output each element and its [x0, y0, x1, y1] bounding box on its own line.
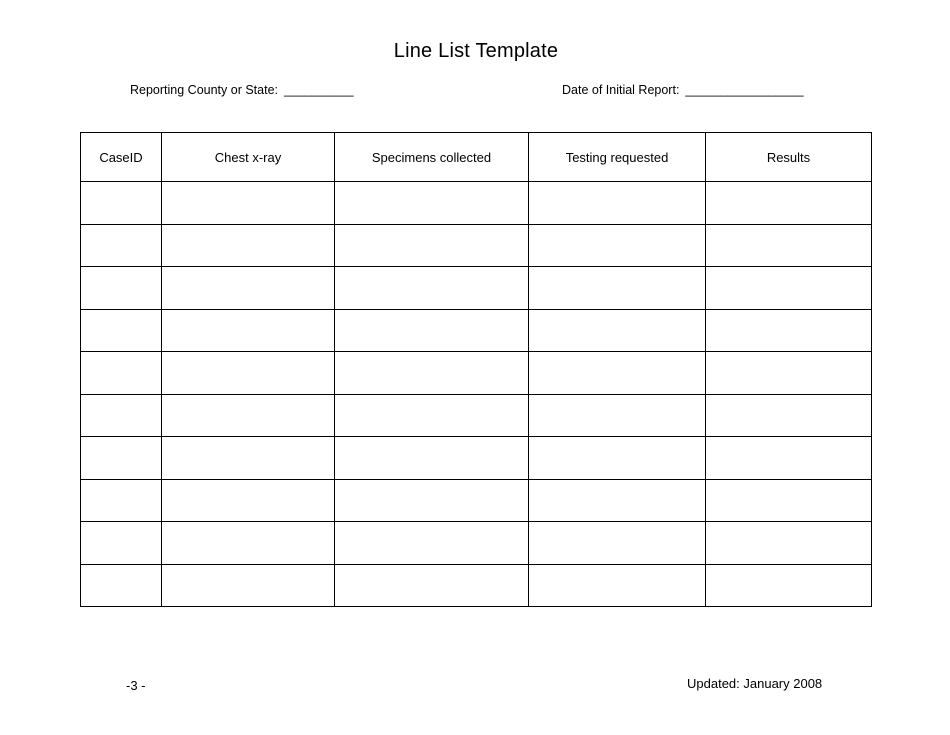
page-title: Line List Template	[393, 40, 559, 62]
table-cell	[706, 437, 872, 480]
table-cell	[335, 352, 529, 395]
initial-report-date-label: Date of Initial Report:	[562, 83, 680, 97]
table-cell	[81, 352, 162, 395]
table-cell	[706, 394, 872, 437]
table-cell	[81, 309, 162, 352]
table-cell	[706, 224, 872, 267]
table-row	[81, 394, 872, 437]
table-cell	[81, 394, 162, 437]
table-cell	[81, 224, 162, 267]
table-cell	[529, 224, 706, 267]
table-cell	[706, 522, 872, 565]
table-cell	[162, 182, 335, 225]
table-row	[81, 479, 872, 522]
table-cell	[162, 479, 335, 522]
table-cell	[81, 564, 162, 607]
table-cell	[529, 352, 706, 395]
table-cell	[162, 309, 335, 352]
table-cell	[335, 309, 529, 352]
column-header-testing-requested: Testing requested	[529, 133, 706, 182]
table-cell	[335, 564, 529, 607]
table-cell	[529, 437, 706, 480]
column-header-chest-xray: Chest x-ray	[162, 133, 335, 182]
table-cell	[162, 267, 335, 310]
table-row	[81, 182, 872, 225]
table-header-row	[81, 133, 872, 182]
table-row	[81, 224, 872, 267]
line-list-table	[80, 132, 872, 607]
table-cell	[529, 309, 706, 352]
reporting-county-label: Reporting County or State:	[130, 83, 278, 97]
table-cell	[81, 182, 162, 225]
table-cell	[706, 352, 872, 395]
table-cell	[162, 224, 335, 267]
table-body	[81, 182, 872, 607]
table-cell	[529, 394, 706, 437]
reporting-county-field	[130, 83, 354, 97]
table-cell	[162, 564, 335, 607]
table-cell	[162, 394, 335, 437]
table-row	[81, 437, 872, 480]
table-cell	[706, 182, 872, 225]
table-cell	[529, 479, 706, 522]
table-cell	[335, 182, 529, 225]
table-cell	[706, 309, 872, 352]
table-cell	[162, 522, 335, 565]
table-row	[81, 352, 872, 395]
table-cell	[706, 479, 872, 522]
table-row	[81, 522, 872, 565]
table-cell	[335, 522, 529, 565]
page-number: -3 -	[126, 678, 146, 693]
updated-date: Updated: January 2008	[687, 676, 823, 691]
table-cell	[162, 437, 335, 480]
table-cell	[335, 437, 529, 480]
table-cell	[529, 267, 706, 310]
table-cell	[335, 267, 529, 310]
table-cell	[706, 267, 872, 310]
table-row	[81, 309, 872, 352]
table-row	[81, 267, 872, 310]
column-header-specimens-collected: Specimens collected	[335, 133, 529, 182]
table-cell	[335, 224, 529, 267]
table-cell	[529, 182, 706, 225]
table-cell	[335, 479, 529, 522]
table-cell	[81, 522, 162, 565]
initial-report-date-blank: _________________	[685, 83, 804, 97]
table-cell	[529, 564, 706, 607]
table-cell	[529, 522, 706, 565]
initial-report-date-field	[562, 83, 804, 97]
reporting-county-blank: __________	[284, 83, 354, 97]
table-cell	[162, 352, 335, 395]
table-cell	[81, 479, 162, 522]
column-header-caseid: CaseID	[81, 133, 162, 182]
table-cell	[706, 564, 872, 607]
table-cell	[81, 267, 162, 310]
table-cell	[335, 394, 529, 437]
table-row	[81, 564, 872, 607]
table-cell	[81, 437, 162, 480]
column-header-results: Results	[706, 133, 872, 182]
